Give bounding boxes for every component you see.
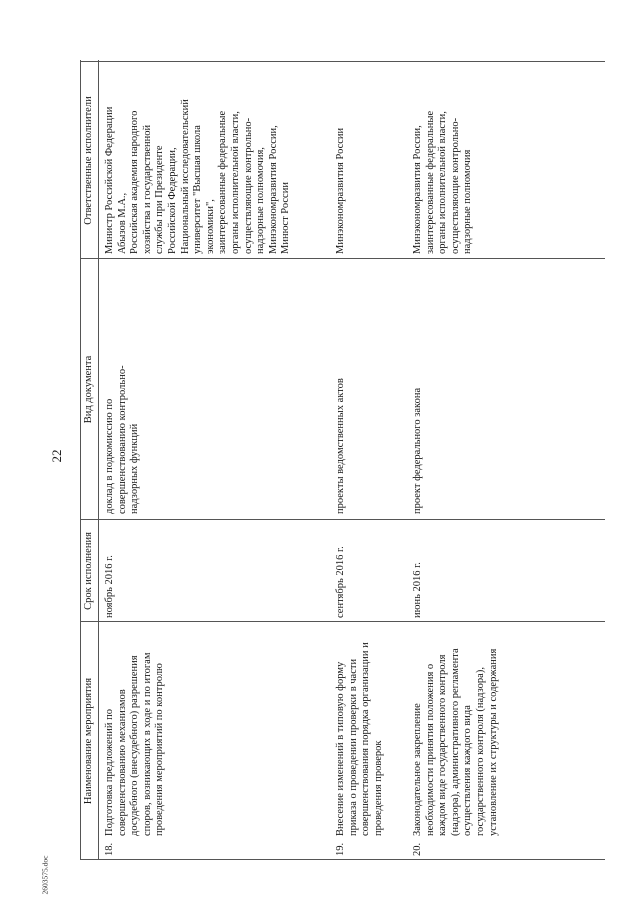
row-executors-line: Российская академия народного	[129, 110, 141, 254]
row-name-line: установление их структуры и содержания	[487, 648, 499, 836]
row-executors	[335, 128, 348, 254]
column-border-doctype	[80, 258, 605, 259]
row-executors-line: органы исполнительной власти,	[437, 111, 449, 254]
row-number: 18.	[104, 842, 115, 856]
document-id: 2603575.doc	[40, 855, 50, 895]
row-executors-line: Абызов М.А.,	[116, 192, 128, 254]
header-executors: Ответственные исполнители	[83, 96, 94, 225]
row-executors-line: Минэкономразвития России	[335, 127, 346, 254]
row-name-line: совершенствованию механизмов	[116, 689, 128, 836]
row-name-line: досудебного (внесудебного) разрешения	[129, 655, 141, 836]
row-number: 20.	[412, 842, 423, 856]
table-top-border	[80, 60, 81, 860]
row-executors-line: надзорные полномочия,	[255, 147, 267, 254]
row-name	[335, 642, 385, 836]
column-border-right	[80, 61, 605, 62]
column-border-deadline	[80, 519, 605, 520]
header-bottom-border	[98, 60, 99, 860]
row-executors	[412, 111, 475, 254]
row-doc-type-line: надзорных функций	[129, 423, 141, 514]
header-doc-type: Вид документа	[83, 355, 94, 424]
row-executors-line: заинтересованные федеральные	[217, 110, 229, 254]
page-number: 22	[49, 449, 64, 463]
row-deadline: ноябрь 2016 г.	[104, 555, 115, 618]
row-executors-line: осуществляющие контрольно-	[242, 117, 254, 254]
row-doc-type-line: проект федерального закона	[412, 387, 423, 514]
header-name: Наименование мероприятия	[83, 677, 94, 805]
row-name-line: проведения проверок	[372, 740, 384, 836]
row-executors-line: Национальный исследовательский	[179, 99, 191, 254]
row-executors-line: Минюст России	[280, 182, 292, 254]
row-name-line: Внесение изменений в типовую форму	[335, 661, 346, 836]
row-name-line: совершенствования порядка организации и	[360, 642, 372, 836]
header-deadline: Срок исполнения	[83, 532, 94, 610]
row-executors-line: экономики",	[204, 199, 216, 254]
row-number: 19.	[335, 842, 346, 856]
row-executors-line: Минэкономразвития России,	[412, 125, 423, 254]
row-name-line: (надзора), административного регламента	[449, 648, 461, 836]
row-deadline: сентябрь 2016 г.	[335, 546, 346, 618]
row-name-line: государственного контроля (надзора),	[474, 667, 486, 836]
row-executors-line: заинтересованные федеральные	[424, 110, 436, 254]
row-doc-type-line: доклад в подкомиссию по	[104, 398, 115, 514]
row-name-line: Подготовка предложений по	[104, 708, 115, 836]
row-doc-type	[335, 378, 348, 514]
row-executors-line: надзорные полномочия	[462, 149, 474, 254]
measures-table	[80, 60, 605, 860]
row-doc-type-line: совершенствованию контрольно-	[116, 365, 128, 514]
row-doc-type-line: проекты ведомственных актов	[335, 378, 346, 514]
column-border-left	[80, 859, 605, 860]
row-name	[104, 653, 167, 836]
row-name-line: Законодательное закрепление	[412, 703, 423, 836]
row-name-line: споров, возникающих в ходе и по итогам	[141, 652, 153, 836]
row-doc-type	[412, 388, 425, 514]
row-name-line: осуществления каждого вида	[462, 705, 474, 836]
row-executors-line: Российской Федерации,	[166, 147, 178, 254]
row-name-line: проведения мероприятий по контролю	[154, 663, 166, 836]
row-executors-line: органы исполнительной власти,	[229, 111, 241, 254]
row-doc-type	[104, 365, 142, 514]
row-executors-line: Министр Российской Федерации	[104, 106, 115, 254]
row-executors-line: университет "Высшая школа	[192, 125, 204, 254]
row-executors	[104, 99, 293, 254]
row-executors-line: службы при Президенте	[154, 145, 166, 254]
row-executors-line: хозяйства и государственной	[141, 124, 153, 254]
row-deadline: июнь 2016 г.	[412, 562, 423, 618]
row-name-line: каждом виде государственного контроля	[437, 654, 449, 836]
row-name	[412, 648, 500, 836]
row-executors-line: Минэкономразвития России,	[267, 125, 279, 254]
row-executors-line: осуществляющие контрольно-	[449, 117, 461, 254]
row-name-line: необходимости принятия положения о	[424, 663, 436, 836]
row-name-line: приказа о проведении проверки в части	[347, 658, 359, 836]
column-border-name	[80, 621, 605, 622]
